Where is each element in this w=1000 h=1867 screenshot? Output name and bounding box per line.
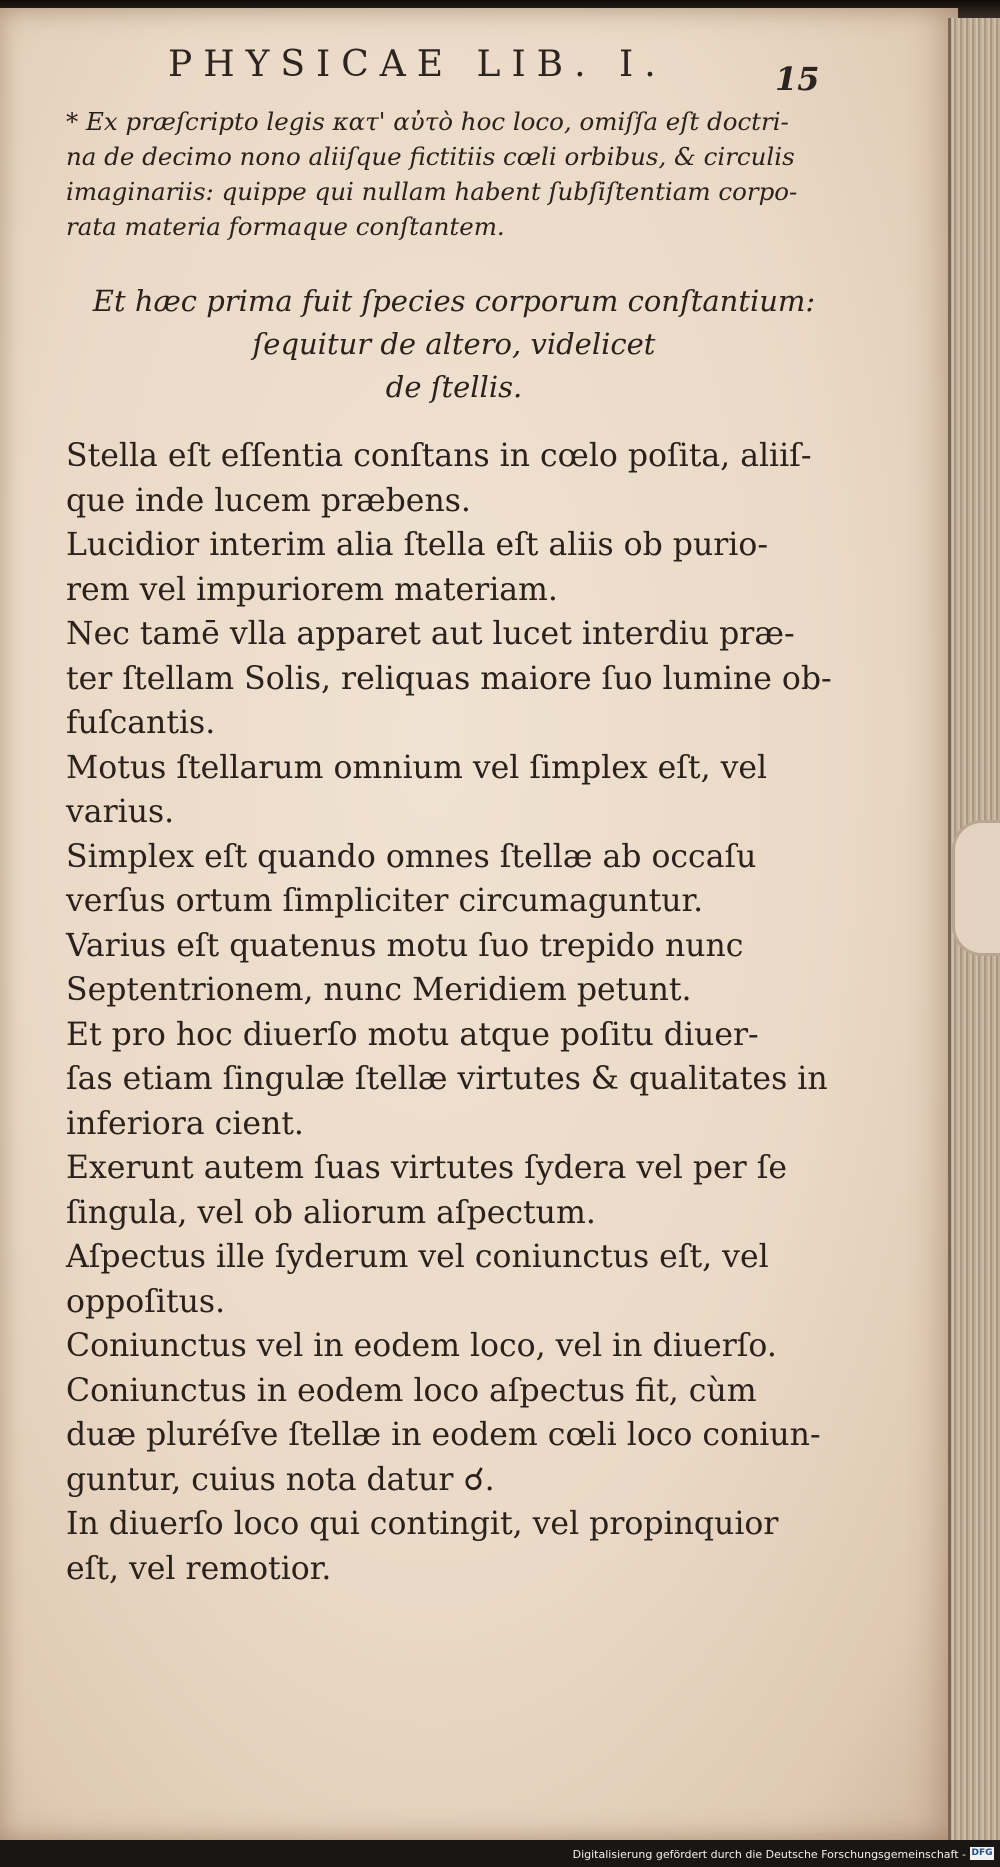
text-line: Aſpectus ille ſyderum vel coniunctus eſt, vel [66,1239,769,1275]
text-line: eſt, vel remotior. [66,1550,332,1587]
heading-line: de ſtellis. [385,370,523,404]
text-line: varius. [66,794,175,830]
text-line: duæ pluréſve ſtellæ in eodem cœli loco coniun- [66,1417,821,1453]
text-line: Stella eſt eſſentia conſtans in cœlo poſita, aliiſ- [66,438,812,474]
running-head: PHYSICAE LIB. I. [168,44,667,85]
page-number: 15 [775,60,820,98]
text-line: oppoſitus. [66,1283,226,1320]
text-line: que inde lucem præbens. [66,482,471,519]
heading-line: ſequitur de altero, videlicet [252,327,656,361]
text-line: Varius eſt quatenus motu ſuo trepido nunc [66,927,744,964]
text-line: ſas etiam ſingulæ ſtellæ virtutes & qualitates in [66,1061,828,1097]
note-line: imaginariis: quippe qui nullam habent ſubſiſtentiam corpo- [66,177,798,206]
text-line: Lucidior interim alia ſtella eſt aliis ob purio- [66,527,768,563]
book-clasp [952,820,1000,956]
text-line: rem vel impuriorem materiam. [66,571,558,608]
funding-notice: Digitalisierung gefördert durch die Deutsche Forschungsgemeinschaft - [572,1848,966,1861]
text-line: Coniunctus vel in eodem loco, vel in diuerſo. [66,1328,777,1364]
dfg-logo: DFG [971,1848,993,1858]
text-line: verſus ortum ſimpliciter circumaguntur. [66,883,704,919]
text-line: Septentrionem, nunc Meridiem petunt. [66,972,692,1008]
text-line: inferiora cient. [66,1105,304,1142]
text-line: ter ſtellam Solis, reliquas maiore ſuo lumine ob- [66,660,832,697]
text-line: Nec tamē vlla apparet aut lucet interdiu præ- [66,616,795,652]
text-line: Simplex eſt quando omnes ſtellæ ab occaſu [66,838,757,875]
note-line: * Ex præſcripto legis κατ' αὐτὸ hoc loco, omiſſa eſt doctri- [66,107,789,136]
text-line: Coniunctus in eodem loco aſpectus fit, cùm [66,1372,757,1409]
text-line: Exerunt autem ſuas virtutes ſydera vel per ſe [66,1150,788,1186]
text-line: Motus ſtellarum omnium vel ſimplex eſt, vel [66,749,768,786]
text-line: In diuerſo loco qui contingit, vel propinquior [66,1506,779,1542]
text-line: ſingula, vel ob aliorum aſpectum. [66,1194,596,1231]
body-text [66,434,846,1591]
note-line: na de decimo nono aliiſque fictitiis cœli orbibus, & circulis [66,142,795,171]
section-heading [64,280,844,409]
text-line: fuſcantis. [66,705,216,741]
marginal-note [66,104,836,244]
text-line: Et pro hoc diuerſo motu atque poſitu diuer- [66,1016,759,1053]
note-line: rata materia formaque conſtantem. [66,212,505,241]
heading-line: Et hæc prima fuit ſpecies corporum conſtantium: [92,284,816,318]
text-line: guntur, cuius nota datur ☌. [66,1461,495,1498]
